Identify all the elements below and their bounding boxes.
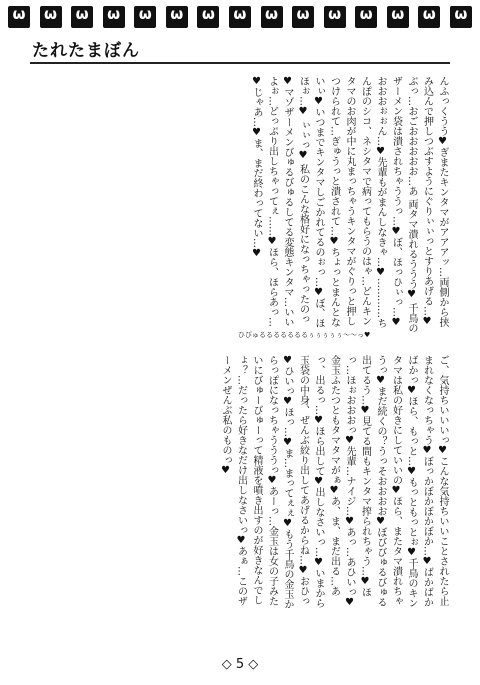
omega-tile-icon xyxy=(8,6,30,28)
omega-tile-icon xyxy=(324,6,346,28)
title-rule xyxy=(30,62,450,64)
omega-tile-icon xyxy=(229,6,251,28)
omega-tile-icon xyxy=(292,6,314,28)
omega-tile-icon xyxy=(418,6,440,28)
text-panel-top xyxy=(30,76,450,334)
omega-tile-icon xyxy=(166,6,188,28)
page-number: ◇ 5 ◇ xyxy=(221,657,259,672)
omega-tile-icon xyxy=(450,6,472,28)
text-panel-bottom xyxy=(30,355,450,613)
omega-tile-icon xyxy=(103,6,125,28)
omega-tile-icon xyxy=(40,6,62,28)
omega-tile-icon xyxy=(197,6,219,28)
body-text-bottom: ご、気持ちいいいっ♥こんな気持ちいいことされたら止まれなくなっちゃう♥ぼっかぼかぼかぼか…♥ばかばかばかっ♥ほら、もっと…♥もっともっとぉ♥千鳥のキンタマは私の好きにしていいの♥ほら、またタマ潰れちゃうっ♥まだ続くの？うっそおおおお♥ぼびびゅるびゅる出てるう…♥見てる間もキンタマ搾られちゃう…♥ほっ…ほぉおおおっ♥先輩…ナイジ…♥あっ…あひいっ♥金玉ふたつともタマタマがぁ♥あ、ま、まだ出る…あっ、出るっ…♥ほら出して♥出しなさいっ…♥いまから玉袋の中身、ぜんぶ絞り出してあげるからね…♥おひっ♥ひいっ♥ほっ…♥ま…まってぇぇ♥もう千鳥の金玉からっぽになっちゃうううっ♥あーっ…金玉は女の子みたいにびゅーびゅーって精液を噴き出すのが好きなんでしょ？…だったら好きなだけ出しなさいっ♥あぁ…このザーメンぜんぶ私のものっ♥ xyxy=(220,355,448,609)
omega-tile-icon xyxy=(134,6,156,28)
top-border xyxy=(8,6,472,30)
omega-tile-icon xyxy=(261,6,283,28)
body-text-top: んふっくうう♥ぎまたキンタマがアアアッ…両側から挟み込んで押しつぶすようにぐりぃぃっとすりあげる…♥ぶっ…おごおおおおお…あ 両タマ潰れるううう♥ 千鳥のザーメン袋は潰されちゃううっ…♥ぼ、ほっひぃっ…♥ おおおぉぉん…♥先輩もがまんしなきゃ…♥…………ちんぽのシコ、ネシタマで病ってもらうのはゃ…どんキンタマのお肉が中に丸まっちゃうキンタマがぐりっと押しつけられて…ぎゅうっと潰されて…♥ちょっとまんとないぃ♥いつまでキンタマしごかれてるのぉっ…♥ぼ、ほほぉ…♥ ぃぃっ♥ 私のこんな格好になっちゃったのっ♥マゾザーメンびゅるびゅるしてる変態キンタマ…いいよぉ…どっぷり出しちゃってぇ……♥ほら、ほらあっ…♥じゃあ…♥ま、まだ終わってない…♥ xyxy=(251,76,448,334)
omega-tile-icon xyxy=(387,6,409,28)
page-title: たれたまぼん xyxy=(32,41,140,61)
omega-tile-icon xyxy=(71,6,93,28)
middle-caption: ひびゅるるるるるるるぅぅぅぅぅ〜〜っ♥ xyxy=(238,331,371,339)
omega-tile-icon xyxy=(355,6,377,28)
